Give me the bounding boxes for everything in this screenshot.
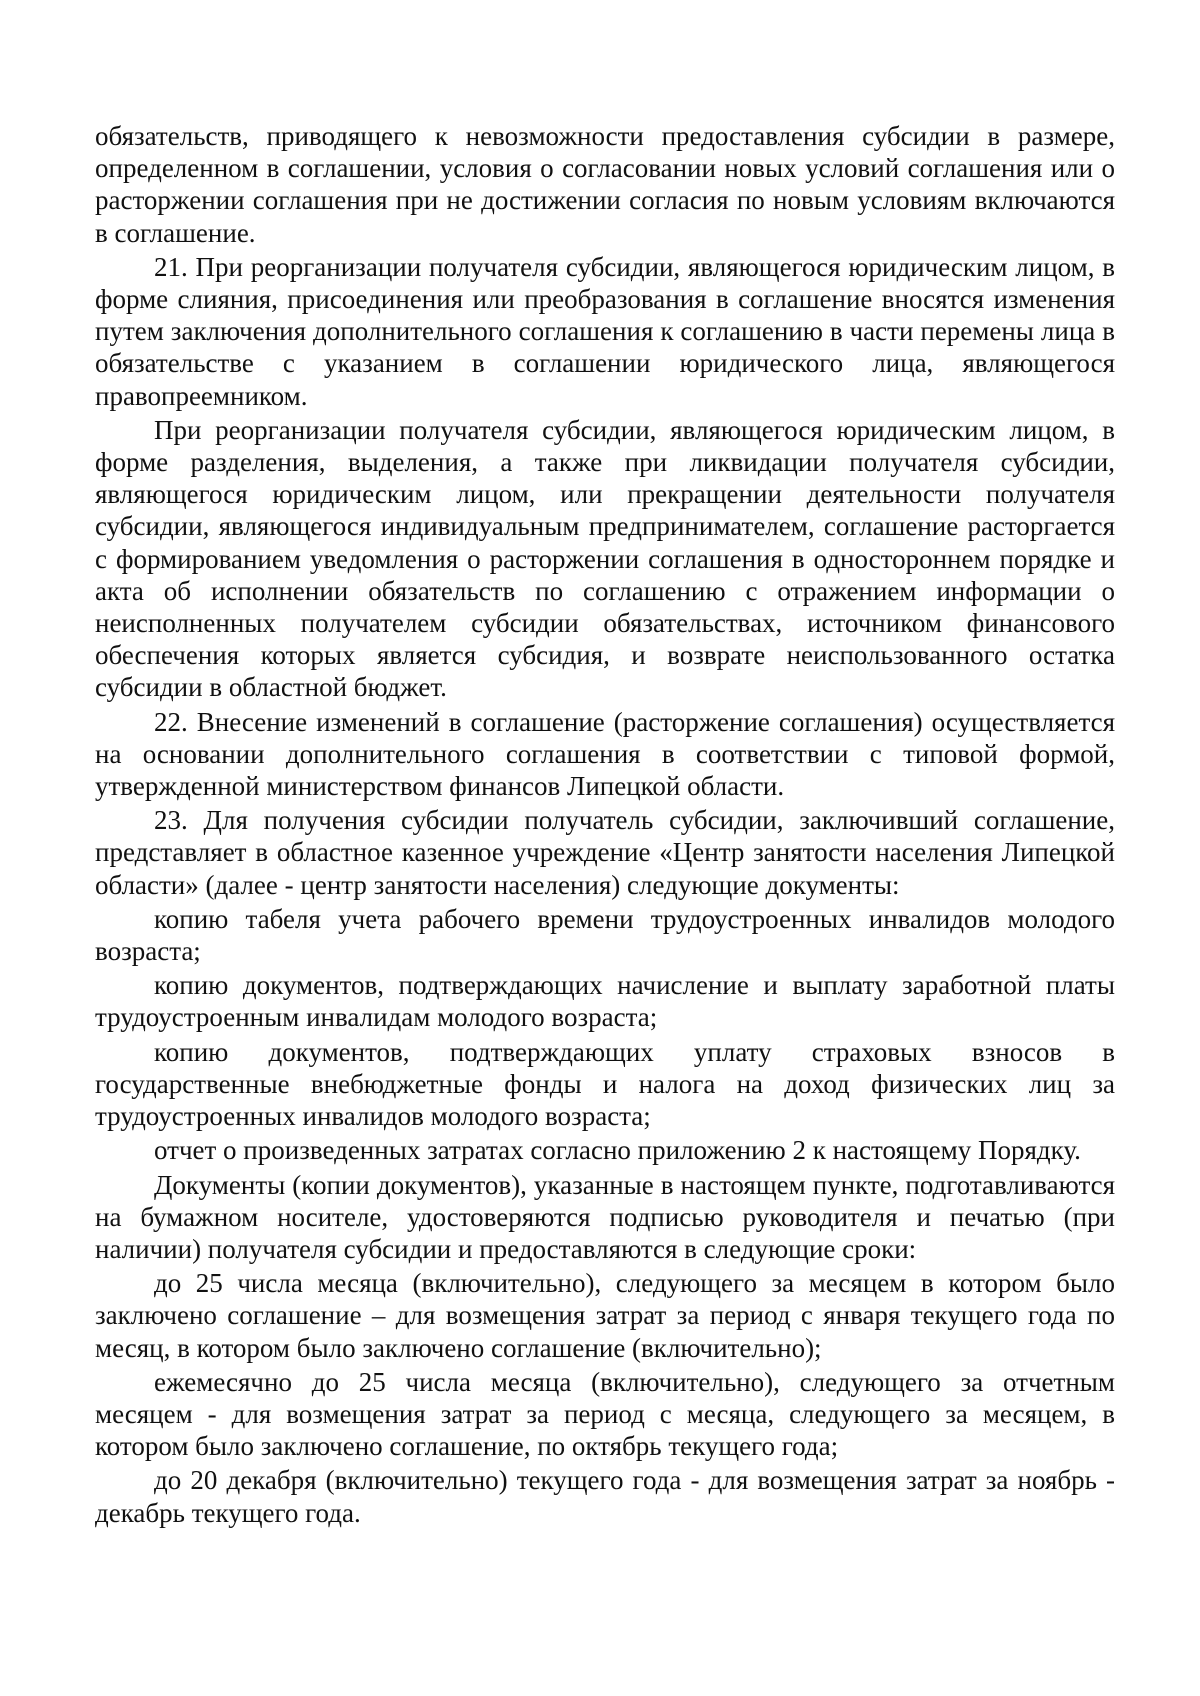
paragraph-continuation: обязательств, приводящего к невозможности предоставления субсидии в размере, определенном в соглашении, условия о согласовании новых условий соглашения или о расторжении соглашения при не достижении согласия по новым условиям включаются в соглашение. [95,121,1115,248]
list-item-insurance-docs: копию документов, подтверждающих уплату страховых взносов в государственные внебюджетные фонды и налога на доход физических лиц за трудоустроенных инвалидов молодого возраста; [95,1036,1115,1132]
paragraph-21: 21. При реорганизации получателя субсидии, являющегося юридическим лицом, в форме слияния, присоединения или преобразования в соглашение вносятся изменения путем заключения дополнительного соглашения к соглашению в части перемены лица в обязательстве с указанием в соглашении юридического лица, являющегося правопреемником. [95,251,1115,411]
list-item-expense-report: отчет о произведенных затратах согласно приложению 2 к настоящему Порядку. [154,1135,1081,1166]
list-item-salary-docs: копию документов, подтверждающих начисление и выплату заработной платы трудоустроенным инвалидам молодого возраста; [95,970,1115,1033]
deadline-item-december: до 20 декабря (включительно) текущего года - для возмещения затрат за ноябрь - декабрь текущего года. [95,1465,1115,1528]
deadline-item-first: до 25 числа месяца (включительно), следующего за месяцем в котором было заключено соглашение – для возмещения затрат за период с января текущего года по месяц, в котором было заключено соглашение (включительно); [95,1268,1115,1363]
deadline-item-monthly: ежемесячно до 25 числа месяца (включительно), следующего за отчетным месяцем - для возмещения затрат за период с месяца, следующего за месяцем, в котором было заключено соглашение, по октябрь текущего года; [95,1366,1115,1462]
list-item-timesheet: копию табеля учета рабочего времени трудоустроенных инвалидов молодого возраста; [95,903,1115,967]
paragraph-documents-requirements: Документы (копии документов), указанные в настоящем пункте, подготавливаются на бумажном носителе, удостоверяются подписью руководителя и печатью (при наличии) получателя субсидии и предоставляются в следующие сроки: [95,1169,1115,1264]
paragraph-22: 22. Внесение изменений в соглашение (расторжение соглашения) осуществляется на основании дополнительного соглашения в соответствии с типовой формой, утвержденной министерством финансов Липецкой области. [95,706,1115,802]
paragraph-reorganization: При реорганизации получателя субсидии, являющегося юридическим лицом, в форме разделения, выделения, а также при ликвидации получателя субсидии, являющегося юридическим лицом, или прекращении деятельности получателя субсидии, являющегося индивидуальным предпринимателем, соглашение расторгается с формированием уведомления о расторжении соглашения в одностороннем порядке и акта об исполнении обязательств по соглашению с отражением информации о неисполненных получателем субсидии обязательствах, источником финансового обеспечения которых является субсидия, и возврате неиспользованного остатка субсидии в областной бюджет. [95,414,1115,703]
paragraph-23: 23. Для получения субсидии получатель субсидии, заключивший соглашение, представляет в областное казенное учреждение «Центр занятости населения Липецкой области» (далее - центр занятости населения) следующие документы: [95,805,1115,900]
